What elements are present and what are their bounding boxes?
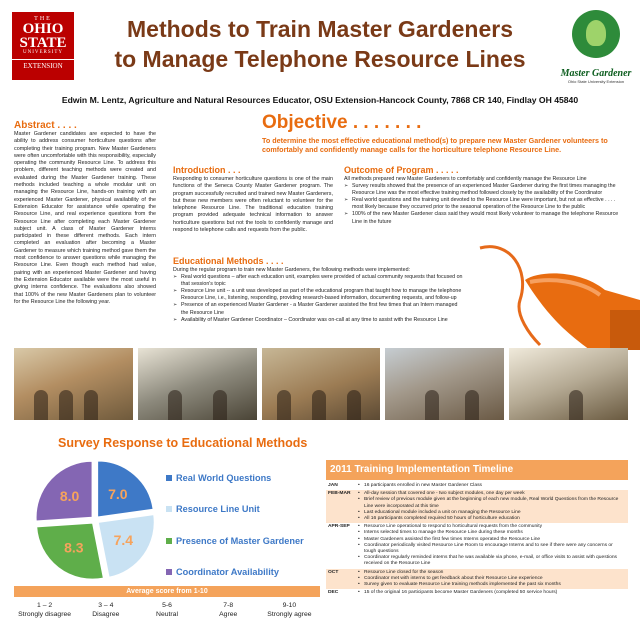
outcome-section	[344, 176, 624, 226]
scale-label: Disagree	[92, 611, 120, 618]
author-line: Edwin M. Lentz, Agriculture and Natural Resources Educator, OSU Extension-Hancock County, 7868 CR 140, Findlay OH 45840	[61, 95, 579, 105]
photo-computer-session	[138, 348, 257, 420]
outcome-bullet: ➢ Survey results showed that the presence of an experienced Master Gardener during the first times managing the Resource Line was the most effective training method followed closely by the availability of the Coordinator	[344, 183, 624, 197]
scale-title: Average score from 1-10	[14, 586, 320, 597]
pie-legend	[166, 462, 304, 588]
timeline-item: • Coordinator periodically visited Resource Line Room to encourage Interns and to see if there were any concerns or tough questions	[358, 543, 626, 555]
educational-intro: During the regular program to train new Master Gardeners, the following methods were implemented:	[173, 267, 411, 273]
photo-resource-line	[385, 348, 504, 420]
scale-range: 9-10	[282, 602, 297, 609]
scale-range: 3 – 4	[98, 602, 114, 609]
objective-text: To determine the most effective educational method(s) to prepare new Master Gardener volunteers to comfortably and confidently manage calls for the horticulture telephone Resource Line.	[262, 136, 608, 154]
educational-bullet: ➢ Real world questions – after each education unit, examples were provided of actual community requests that focused on that session's topic	[173, 274, 463, 288]
timeline-row	[326, 490, 628, 523]
photo-office-desk	[509, 348, 628, 420]
legend-item	[166, 557, 304, 589]
legend-label: Presence of Master Gardener	[176, 535, 304, 546]
timeline-item: • 15 of the original 16 participants become Master Gardeners (completed 50 service hours)	[358, 590, 626, 596]
objective-heading: Objective . . . . . . .	[262, 112, 422, 133]
timeline-item: • Brief review of previous module given at the beginning of each new module, Real World Questions from the Resource Line were incorporated at this time	[358, 497, 626, 509]
timeline-month: APR-SEP	[328, 524, 350, 530]
osu-logo-university: UNIVERSITY	[23, 50, 63, 55]
timeline-item: • Master Gardeners assisted the first few times Interns operated the Resource Line	[358, 537, 626, 543]
outcome-bullet: ➢ 100% of the new Master Gardener class said they would most likely volunteer to manage the telephone Resource Line in the future	[344, 211, 624, 225]
legend-item	[166, 494, 304, 526]
master-gardener-sub: Ohio State University Extension	[567, 79, 625, 84]
telephone-icon	[470, 240, 640, 350]
legend-label: Real World Questions	[176, 472, 272, 483]
scale-label: Neutral	[156, 611, 178, 618]
scale-item	[259, 601, 320, 619]
legend-swatch	[166, 569, 172, 575]
legend-label: Resource Line Unit	[176, 504, 260, 515]
timeline-item: • All-day session that covered one - two subject modules, one day per week	[358, 491, 626, 497]
scale-item	[136, 601, 197, 619]
scale-item	[14, 601, 75, 619]
osu-logo-ohio: OHIO	[22, 21, 64, 37]
scale-range: 7-8	[223, 602, 234, 609]
legend-swatch	[166, 475, 172, 481]
osu-logo-state: STATE	[19, 35, 67, 51]
scale-label: Strongly agree	[267, 611, 312, 618]
poster-title	[90, 14, 550, 74]
timeline-month: FEB-MAR	[326, 490, 356, 523]
scale-label: Agree	[219, 611, 238, 618]
timeline-item: • All 16 participants completed required 50 hours of horticulture education	[358, 516, 626, 522]
master-gardener-name: Master Gardener	[560, 68, 632, 79]
abstract-heading: Abstract . . . .	[14, 120, 77, 131]
legend-swatch	[166, 538, 172, 544]
educational-methods-section	[173, 267, 463, 324]
educational-methods-heading: Educational Methods . . . .	[173, 256, 284, 266]
timeline-heading: 2011 Training Implementation Timeline	[326, 460, 628, 480]
outcome-bullet: ➢ Real world questions and the training unit devoted to the Resource Line were important, but not as effective . . . . most likely because they occurred prior to the seasonal operation of the Resource Line to the public	[344, 197, 624, 211]
legend-label: Coordinator Availability	[176, 567, 279, 578]
pie-value-label: 7.0	[108, 485, 128, 502]
timeline-month: DEC	[328, 590, 339, 596]
timeline-items	[356, 482, 628, 490]
survey-heading: Survey Response to Educational Methods	[58, 436, 308, 450]
timeline-item: • Resource Line closed for the season	[358, 570, 626, 576]
educational-bullet: ➢ Availability of Master Gardener Coordinator – Coordinator was on-call at any time to assist with the Resource Line	[173, 317, 463, 324]
timeline-items	[356, 589, 628, 597]
poster-title-line2: to Manage Telephone Resource Lines	[114, 46, 526, 72]
legend-item	[166, 525, 304, 557]
pie-value-label: 8.0	[59, 488, 80, 505]
timeline-item: • Resource Line operational to respond to horticultural requests from the community	[358, 524, 626, 530]
timeline-item: • Coordinator regularly reminded interns that he was available via phone, e-mail, or office visits to assist with questions received on the Resource Line	[358, 555, 626, 567]
photo-strip	[14, 348, 628, 420]
legend-item	[166, 462, 304, 494]
scale-label: Strongly disagree	[18, 611, 72, 618]
legend-swatch	[166, 506, 172, 512]
timeline-items	[356, 523, 628, 568]
timeline-month: JAN	[328, 483, 338, 488]
timeline-item: • Survey given to evaluate Resource Line training methods implemented the past six months	[358, 582, 626, 588]
score-scale	[14, 601, 320, 619]
educational-bullet: ➢ Resource Line unit -- a unit was developed as part of the educational program that taught how to manage the telephone Resource Line, i.e., listening, responding, providing research-based information, documenting requests, and follow-up	[173, 288, 463, 302]
osu-logo-extension: EXTENSION	[12, 59, 74, 70]
timeline-table	[326, 482, 628, 597]
leaf-icon	[572, 10, 620, 58]
master-gardener-logo	[556, 10, 636, 95]
outcome-intro: All methods prepared new Master Gardeners to comfortably and confidently manage the Resource Line	[344, 176, 587, 182]
timeline-row	[326, 482, 628, 490]
osu-logo-the: THE	[34, 16, 52, 22]
scale-item	[75, 601, 136, 619]
introduction-heading: Introduction . . .	[173, 165, 241, 175]
timeline-item: • Last educational module included a unit on managing the Resource Line	[358, 510, 626, 516]
timeline-item: • Interns selected times to manage the Resource Line during these months	[358, 530, 626, 536]
scale-range: 1 – 2	[37, 602, 53, 609]
introduction-text: Responding to consumer horticulture questions is one of the main functions of the Seneca County Master Gardener program. The program successfully recruited and trained new Master Gardeners, but these new members were often reluctant to volunteer for the telephone Resource Line. The traditional education training program provided adequate technical information to answer horticulture questions but not the tools to confidently manage and respond to telephone calls and requests from the public.	[173, 176, 333, 234]
timeline-row	[326, 523, 628, 568]
timeline-items	[356, 569, 628, 590]
osu-logo	[12, 12, 74, 80]
timeline-row	[326, 569, 628, 590]
pie-value-label: 7.4	[113, 532, 134, 549]
abstract-text: Master Gardener candidates are expected to have the ability to address consumer horticulture questions after completing their training program. New Master Gardeners were often uncomfortable with this responsibility, especially operating the community Resource Line. To address this problem, different teaching methods were created and evaluated during the Master Gardener training. These methods included teaching a whole modular unit on managing the Resource Line, hands-on training with an experienced Master Gardener, physical availability of the Extension Educator for assistance while operating the Resource Line, and real experience questions from the Resource Line after completing each Master Gardener subject unit. A class of Master Gardener Interns participated in these different methods. Each intern completed an evaluation after becoming a Master Gardener to measure which training method gave them the most confidence to answer questions while managing the Resource Line. Even though each method had value, pairing with an experienced Master Gardener and having the Extension Educator available were the most useful in giving interns confidence. The evaluations also showed that 100% of the new Master Gardeners plan to volunteer for the Resource Line the following year.	[14, 131, 156, 305]
timeline-row	[326, 589, 628, 597]
timeline-item: • 16 participants enrolled in new Master Gardener Class	[358, 483, 626, 489]
photo-group-table	[262, 348, 381, 420]
scale-item	[198, 601, 259, 619]
outcome-heading: Outcome of Program . . . . .	[344, 165, 459, 175]
poster-title-line1: Methods to Train Master Gardeners	[127, 16, 513, 42]
scale-range: 5-6	[162, 602, 172, 609]
survey-pie-chart	[30, 455, 160, 585]
timeline-item: • Coordinator met with interns to get feedback about their Resource Line experience	[358, 576, 626, 582]
timeline-month: OCT	[326, 569, 356, 590]
pie-value-label: 8.3	[64, 539, 84, 556]
timeline-items	[356, 490, 628, 523]
photo-training-class	[14, 348, 133, 420]
educational-bullet: ➢ Presence of an experienced Master Gardener - a Master Gardener assisted the first few times that an Intern managed the Resource Line	[173, 302, 463, 316]
